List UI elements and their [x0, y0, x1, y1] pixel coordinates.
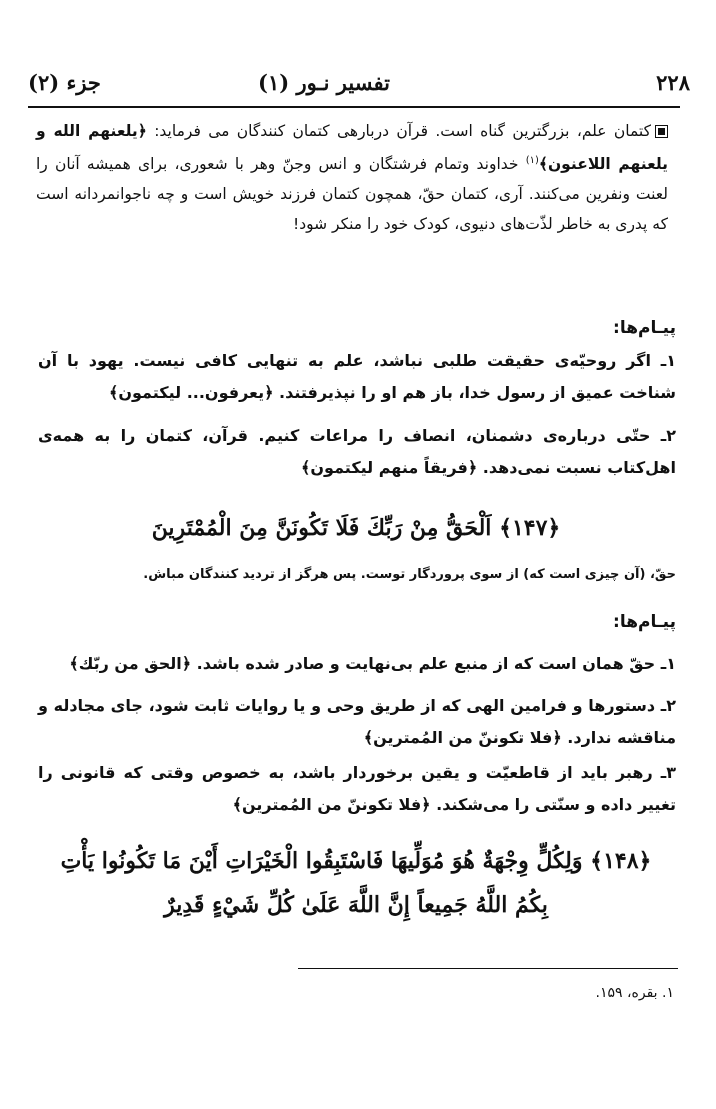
verse-148-line-1: ﴿۱۴۸﴾ وَلِكُلٍّ وِجْهَةٌ هُوَ مُوَلِّيهَا فَاسْتَبِقُوا الْخَيْرَاتِ أَيْنَ مَا تَكُونُوا يَأْتِ: [60, 848, 652, 874]
section1-item-1: ۱ـ اگر روحیّه‌ی حقیقت طلبی نباشد، علم به تنهایی کافی نیست. یهود با آن شناخت عمیق از رسول خدا، باز هم او را نپذیرفتند. ﴿یعرفون... لیکتمون﴾: [38, 351, 676, 402]
square-bullet-icon: [655, 125, 668, 138]
intro-quote: ﴿یلعنهم الله و یلعنهم اللاعنون﴾: [36, 122, 668, 174]
footnote-ref: (۱): [525, 155, 539, 166]
intro-paragraph: [36, 116, 668, 239]
book-title: تفسیر نـور (۱): [258, 70, 390, 95]
intro-text-before: کتمان علم، بزرگترین گناه است. قرآن دربارهی کتمان کنندگان می فرماید:: [146, 122, 651, 140]
page-number: ۲۲۸: [656, 70, 690, 95]
verse-148-line-2: بِكُمُ اللَّهُ جَمِيعاً إِنَّ اللَّهَ عَلَىٰ كُلِّ شَيْءٍ قَدِيرٌ: [164, 892, 548, 918]
section2-item-2: ۲ـ دستورها و فرامین الهی که از طریق وحی و یا روایات ثابت شود، جای مجادله و مناقشه ندارد. ﴿فلا تکوننّ من المُمترین﴾: [38, 696, 676, 747]
header-rule: [28, 106, 680, 108]
intro-text-after: خداوند وتمام فرشتگان و انس وجنّ وهر با شعوری، برای همیشه آنان را لعنت ونفرین می‌کنند. آری، کتمان حقّ، همچون کتمان فرزند خویش است و چه ناجوانمردانه است که پدری به خاطر لذّت‌های دنیوی، کودک خود را منکر شود!: [36, 155, 668, 234]
footnote-rule: [298, 968, 678, 969]
section2-item-3: ۳ـ رهبر باید از قاطعیّت و یقین برخوردار باشد، به خصوص وقتی که قانونی را تغییر داده و سنّتی را می‌شکند. ﴿فلا تکوننّ من المُمترین﴾: [38, 763, 676, 814]
part-label: جزء (۲): [28, 70, 101, 95]
section1-title: پیـام‌ها:: [613, 318, 676, 338]
footnote: ۱. بقره، ۱۵۹.: [595, 985, 674, 1001]
section1-item-2: ۲ـ حتّی درباره‌ی دشمنان، انصاف را مراعات کنیم. قرآن، کتمان را به همه‌ی اهل‌کتاب نسبت نمی‌دهد. ﴿فریقاً منهم لیکتمون﴾: [38, 426, 676, 477]
section2-title: پیـام‌ها:: [613, 612, 676, 632]
verse-147-translation: حقّ، (آن چیزی است که) از سوی پروردگار توست. پس هرگز از تردید کنندگان مباش.: [143, 567, 676, 582]
section2-item-1: ۱ـ حقّ همان است که از منبع علم بی‌نهایت و صادر شده باشد. ﴿الحق من ربّك﴾: [69, 654, 676, 673]
verse-147: ﴿۱۴۷﴾ اَلْحَقُّ مِنْ رَبِّكَ فَلَا تَكُونَنَّ مِنَ الْمُمْتَرِينَ: [151, 515, 561, 541]
page-header: [28, 70, 690, 102]
